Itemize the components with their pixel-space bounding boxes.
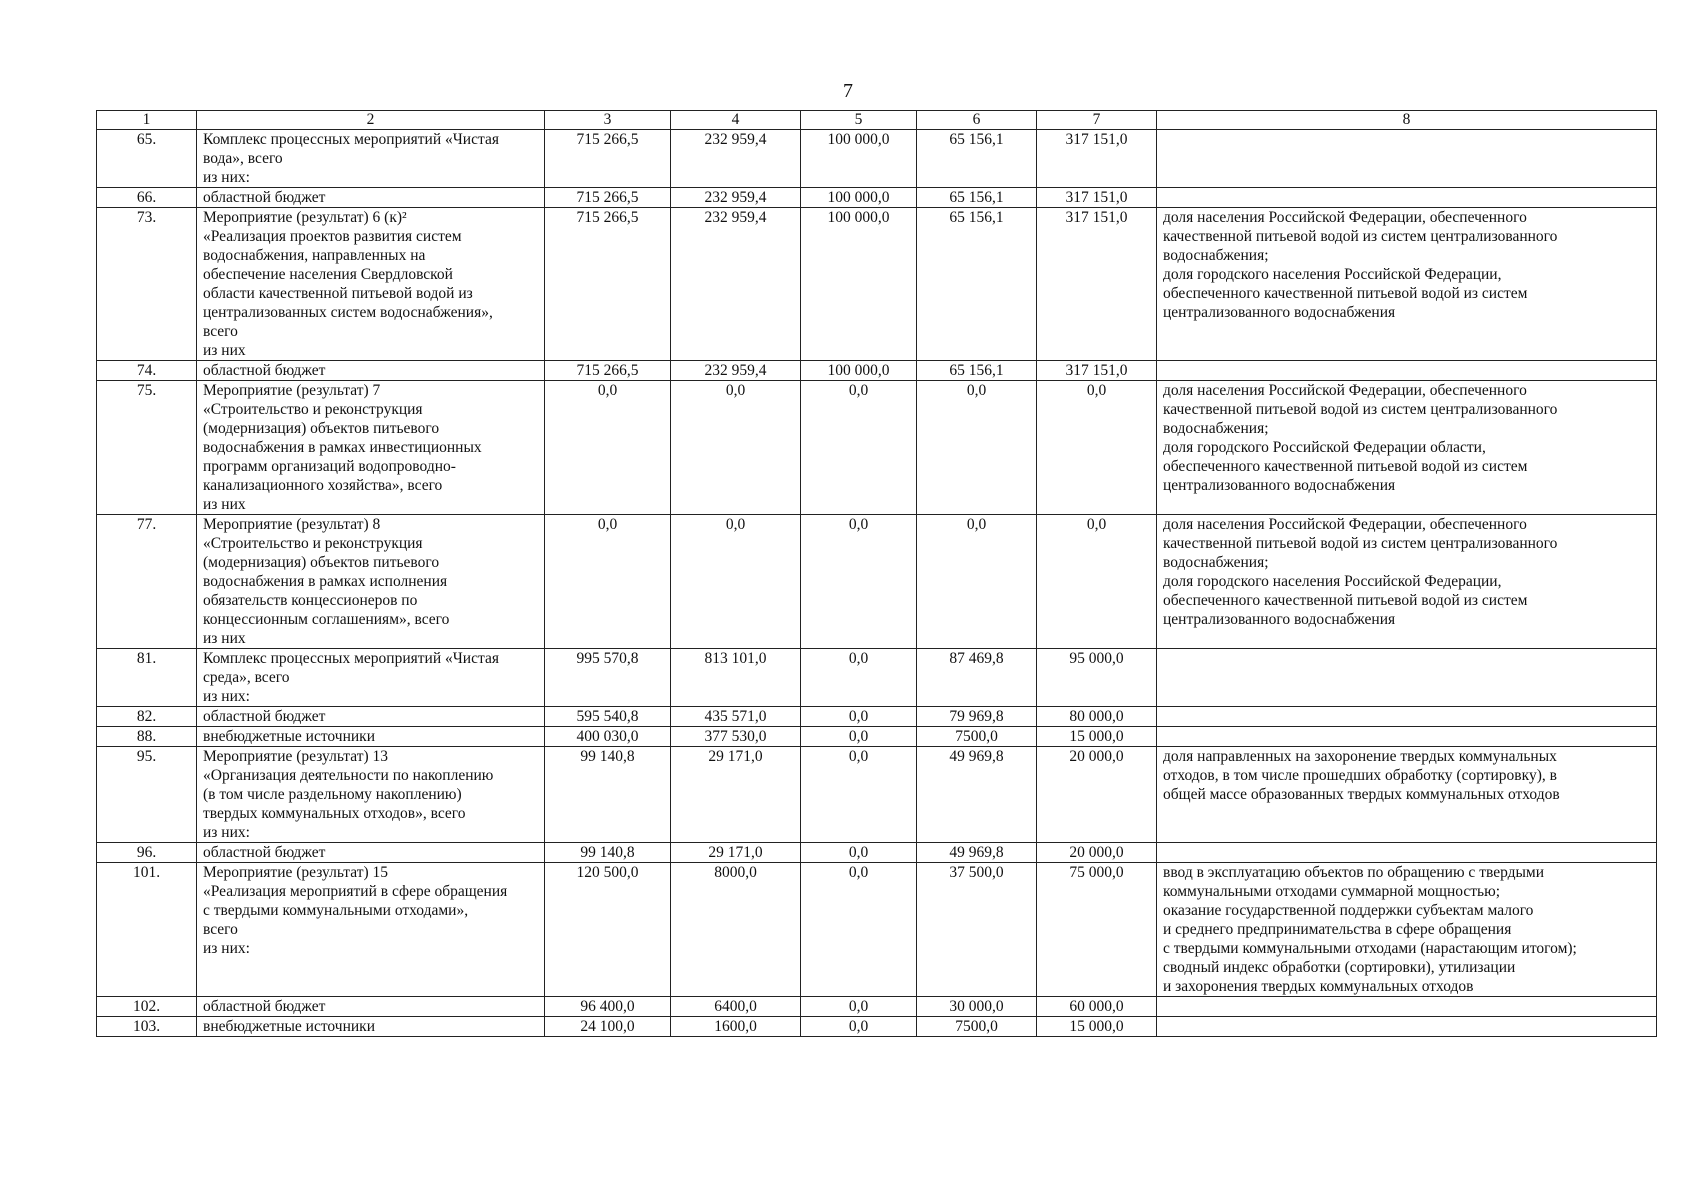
value-v7: 15 000,0 (1037, 1017, 1157, 1037)
value-v7: 20 000,0 (1037, 747, 1157, 843)
indicator-line: водоснабжения; (1163, 420, 1269, 437)
row-indicator (1157, 130, 1657, 188)
value-v3: 400 030,0 (545, 727, 671, 747)
row-name (197, 727, 545, 747)
row-name-line: из них (203, 630, 246, 647)
indicator-line: с твердыми коммунальными отходами (нарастающим итогом); (1163, 940, 1577, 957)
column-header: 2 (197, 111, 545, 130)
value-v4: 232 959,4 (671, 188, 801, 208)
value-v5: 0,0 (801, 515, 917, 649)
value-v6: 0,0 (917, 515, 1037, 649)
column-header: 1 (97, 111, 197, 130)
row-name (197, 649, 545, 707)
row-name-line: обязательств концессионеров по (203, 592, 418, 609)
row-name (197, 381, 545, 515)
row-name-line: всего (203, 921, 238, 938)
row-indicator (1157, 997, 1657, 1017)
value-v4: 0,0 (671, 515, 801, 649)
value-v4: 377 530,0 (671, 727, 801, 747)
row-name-line: областной бюджет (203, 998, 326, 1015)
column-header: 8 (1157, 111, 1657, 130)
row-indicator (1157, 1017, 1657, 1037)
value-v3: 715 266,5 (545, 188, 671, 208)
value-v3: 0,0 (545, 515, 671, 649)
table-row (97, 381, 1657, 515)
row-indicator (1157, 515, 1657, 649)
value-v5: 100 000,0 (801, 208, 917, 361)
row-number: 101. (97, 863, 197, 997)
row-indicator (1157, 381, 1657, 515)
value-v6: 0,0 (917, 381, 1037, 515)
value-v7: 75 000,0 (1037, 863, 1157, 997)
row-indicator (1157, 727, 1657, 747)
indicator-line: общей массе образованных твердых коммунальных отходов (1163, 786, 1560, 803)
value-v4: 232 959,4 (671, 130, 801, 188)
value-v5: 0,0 (801, 707, 917, 727)
row-name-line: водоснабжения в рамках инвестиционных (203, 439, 482, 456)
page-number: 7 (843, 80, 853, 102)
indicator-line: доля населения Российской Федерации, обеспеченного (1163, 516, 1527, 533)
row-name-line: из них: (203, 824, 250, 841)
row-number: 82. (97, 707, 197, 727)
value-v4: 232 959,4 (671, 208, 801, 361)
indicator-line: и захоронения твердых коммунальных отходов (1163, 978, 1474, 995)
value-v7: 0,0 (1037, 515, 1157, 649)
row-indicator (1157, 208, 1657, 361)
row-name-line: областной бюджет (203, 362, 326, 379)
column-header: 3 (545, 111, 671, 130)
indicator-line: качественной питьевой водой из систем централизованного (1163, 228, 1558, 245)
row-number: 103. (97, 1017, 197, 1037)
row-name (197, 515, 545, 649)
value-v7: 80 000,0 (1037, 707, 1157, 727)
value-v7: 0,0 (1037, 381, 1157, 515)
indicator-line: оказание государственной поддержки субъектам малого (1163, 902, 1534, 919)
value-v7: 95 000,0 (1037, 649, 1157, 707)
row-name (197, 188, 545, 208)
row-name (197, 863, 545, 997)
row-name-line: Мероприятие (результат) 13 (203, 748, 389, 765)
indicator-line: сводный индекс обработки (сортировки), утилизации (1163, 959, 1516, 976)
row-indicator (1157, 188, 1657, 208)
value-v6: 7500,0 (917, 727, 1037, 747)
row-number: 88. (97, 727, 197, 747)
table-row (97, 863, 1657, 997)
value-v6: 7500,0 (917, 1017, 1037, 1037)
row-indicator (1157, 649, 1657, 707)
row-name (197, 1017, 545, 1037)
indicator-line: обеспеченного качественной питьевой водой из систем (1163, 458, 1528, 475)
row-name-line: Комплекс процессных мероприятий «Чистая (203, 650, 499, 667)
value-v6: 65 156,1 (917, 208, 1037, 361)
value-v7: 60 000,0 (1037, 997, 1157, 1017)
table-row (97, 515, 1657, 649)
column-header: 5 (801, 111, 917, 130)
value-v5: 0,0 (801, 727, 917, 747)
row-name-line: среда», всего (203, 669, 290, 686)
row-name-line: Мероприятие (результат) 15 (203, 864, 389, 881)
value-v3: 0,0 (545, 381, 671, 515)
value-v5: 100 000,0 (801, 130, 917, 188)
value-v3: 99 140,8 (545, 843, 671, 863)
header-row (97, 111, 1657, 130)
row-name (197, 747, 545, 843)
value-v3: 24 100,0 (545, 1017, 671, 1037)
indicator-line: доля городского населения Российской Федерации, (1163, 266, 1502, 283)
table-row (97, 208, 1657, 361)
indicator-line: и среднего предпринимательства в сфере обращения (1163, 921, 1512, 938)
row-name-line: концессионным соглашениям», всего (203, 611, 450, 628)
indicator-line: доля городского Российской Федерации области, (1163, 439, 1486, 456)
table-row (97, 707, 1657, 727)
value-v5: 0,0 (801, 649, 917, 707)
value-v3: 99 140,8 (545, 747, 671, 843)
indicator-line: доля городского населения Российской Федерации, (1163, 573, 1502, 590)
row-name-line: области качественной питьевой водой из (203, 285, 473, 302)
value-v6: 49 969,8 (917, 747, 1037, 843)
row-indicator (1157, 747, 1657, 843)
value-v4: 232 959,4 (671, 361, 801, 381)
indicator-line: доля населения Российской Федерации, обеспеченного (1163, 382, 1527, 399)
row-name (197, 130, 545, 188)
value-v3: 715 266,5 (545, 208, 671, 361)
value-v5: 0,0 (801, 843, 917, 863)
value-v4: 6400,0 (671, 997, 801, 1017)
row-name-line: из них (203, 496, 246, 513)
table-row (97, 188, 1657, 208)
value-v7: 15 000,0 (1037, 727, 1157, 747)
row-number: 95. (97, 747, 197, 843)
value-v3: 995 570,8 (545, 649, 671, 707)
row-name-line: из них (203, 342, 246, 359)
value-v6: 87 469,8 (917, 649, 1037, 707)
row-name-line: внебюджетные источники (203, 1018, 375, 1035)
value-v7: 317 151,0 (1037, 361, 1157, 381)
indicator-line: ввод в эксплуатацию объектов по обращению с твердыми (1163, 864, 1545, 881)
value-v3: 715 266,5 (545, 130, 671, 188)
table-row (97, 361, 1657, 381)
row-name-line: всего (203, 323, 238, 340)
value-v5: 0,0 (801, 863, 917, 997)
row-name-line: централизованных систем водоснабжения», (203, 304, 493, 321)
indicator-line: доля направленных на захоронение твердых коммунальных (1163, 748, 1557, 765)
row-name-line: (модернизация) объектов питьевого (203, 554, 440, 571)
value-v7: 317 151,0 (1037, 188, 1157, 208)
value-v5: 0,0 (801, 747, 917, 843)
value-v7: 317 151,0 (1037, 130, 1157, 188)
table-row (97, 727, 1657, 747)
row-name-line: с твердыми коммунальными отходами», (203, 902, 469, 919)
row-number: 102. (97, 997, 197, 1017)
row-name-line: «Строительство и реконструкция (203, 535, 423, 552)
row-name-line: Комплекс процессных мероприятий «Чистая (203, 131, 499, 148)
value-v5: 100 000,0 (801, 361, 917, 381)
row-indicator (1157, 843, 1657, 863)
row-name (197, 208, 545, 361)
row-name-line: «Строительство и реконструкция (203, 401, 423, 418)
value-v5: 100 000,0 (801, 188, 917, 208)
value-v4: 1600,0 (671, 1017, 801, 1037)
indicator-line: качественной питьевой водой из систем централизованного (1163, 401, 1558, 418)
row-name (197, 997, 545, 1017)
value-v6: 30 000,0 (917, 997, 1037, 1017)
value-v4: 8000,0 (671, 863, 801, 997)
value-v4: 29 171,0 (671, 747, 801, 843)
row-name-line: твердых коммунальных отходов», всего (203, 805, 466, 822)
row-number: 75. (97, 381, 197, 515)
row-indicator (1157, 707, 1657, 727)
value-v4: 435 571,0 (671, 707, 801, 727)
table-row (97, 997, 1657, 1017)
row-name-line: Мероприятие (результат) 6 (к)² (203, 209, 407, 226)
indicator-line: обеспеченного качественной питьевой водой из систем (1163, 592, 1528, 609)
row-number: 73. (97, 208, 197, 361)
table-row (97, 843, 1657, 863)
table-row (97, 747, 1657, 843)
row-name (197, 843, 545, 863)
value-v5: 0,0 (801, 997, 917, 1017)
row-name-line: Мероприятие (результат) 8 (203, 516, 381, 533)
value-v7: 317 151,0 (1037, 208, 1157, 361)
indicator-line: водоснабжения; (1163, 554, 1269, 571)
row-name (197, 361, 545, 381)
value-v5: 0,0 (801, 381, 917, 515)
row-name-line: «Реализация мероприятий в сфере обращения (203, 883, 508, 900)
value-v7: 20 000,0 (1037, 843, 1157, 863)
indicator-line: централизованного водоснабжения (1163, 477, 1396, 494)
value-v4: 813 101,0 (671, 649, 801, 707)
row-number: 74. (97, 361, 197, 381)
value-v6: 49 969,8 (917, 843, 1037, 863)
row-name-line: Мероприятие (результат) 7 (203, 382, 381, 399)
indicator-line: водоснабжения; (1163, 247, 1269, 264)
row-name-line: внебюджетные источники (203, 728, 375, 745)
indicator-line: отходов, в том числе прошедших обработку (сортировку), в (1163, 767, 1557, 784)
column-header: 6 (917, 111, 1037, 130)
row-name-line: программ организаций водопроводно- (203, 458, 456, 475)
indicator-line: обеспеченного качественной питьевой водой из систем (1163, 285, 1528, 302)
table-row (97, 1017, 1657, 1037)
value-v6: 65 156,1 (917, 361, 1037, 381)
value-v6: 65 156,1 (917, 130, 1037, 188)
row-number: 65. (97, 130, 197, 188)
value-v3: 715 266,5 (545, 361, 671, 381)
row-name-line: из них: (203, 688, 250, 705)
indicator-line: централизованного водоснабжения (1163, 611, 1396, 628)
row-number: 77. (97, 515, 197, 649)
table-body (97, 130, 1657, 1037)
value-v5: 0,0 (801, 1017, 917, 1037)
row-name-line: «Организация деятельности по накоплению (203, 767, 494, 784)
row-indicator (1157, 361, 1657, 381)
table-row (97, 130, 1657, 188)
value-v4: 0,0 (671, 381, 801, 515)
row-name-line: вода», всего (203, 150, 283, 167)
row-number: 81. (97, 649, 197, 707)
value-v4: 29 171,0 (671, 843, 801, 863)
column-header: 7 (1037, 111, 1157, 130)
value-v3: 96 400,0 (545, 997, 671, 1017)
row-name-line: областной бюджет (203, 189, 326, 206)
row-name (197, 707, 545, 727)
indicator-line: коммунальными отходами суммарной мощностью; (1163, 883, 1501, 900)
indicator-line: централизованного водоснабжения (1163, 304, 1396, 321)
indicator-line: качественной питьевой водой из систем централизованного (1163, 535, 1558, 552)
value-v3: 595 540,8 (545, 707, 671, 727)
row-number: 66. (97, 188, 197, 208)
row-name-line: канализационного хозяйства», всего (203, 477, 443, 494)
value-v6: 65 156,1 (917, 188, 1037, 208)
row-name-line: водоснабжения в рамках исполнения (203, 573, 448, 590)
value-v6: 79 969,8 (917, 707, 1037, 727)
row-name-line: из них: (203, 940, 250, 957)
budget-table (96, 110, 1657, 1037)
row-name-line: (модернизация) объектов питьевого (203, 420, 440, 437)
row-name-line: водоснабжения, направленных на (203, 247, 426, 264)
row-name-line: областной бюджет (203, 708, 326, 725)
column-header: 4 (671, 111, 801, 130)
row-number: 96. (97, 843, 197, 863)
value-v3: 120 500,0 (545, 863, 671, 997)
row-name-line: областной бюджет (203, 844, 326, 861)
row-name-line: обеспечение населения Свердловской (203, 266, 453, 283)
row-indicator (1157, 863, 1657, 997)
row-name-line: из них: (203, 169, 250, 186)
indicator-line: доля населения Российской Федерации, обеспеченного (1163, 209, 1527, 226)
row-name-line: (в том числе раздельному накоплению) (203, 786, 462, 803)
table-row (97, 649, 1657, 707)
value-v6: 37 500,0 (917, 863, 1037, 997)
row-name-line: «Реализация проектов развития систем (203, 228, 462, 245)
